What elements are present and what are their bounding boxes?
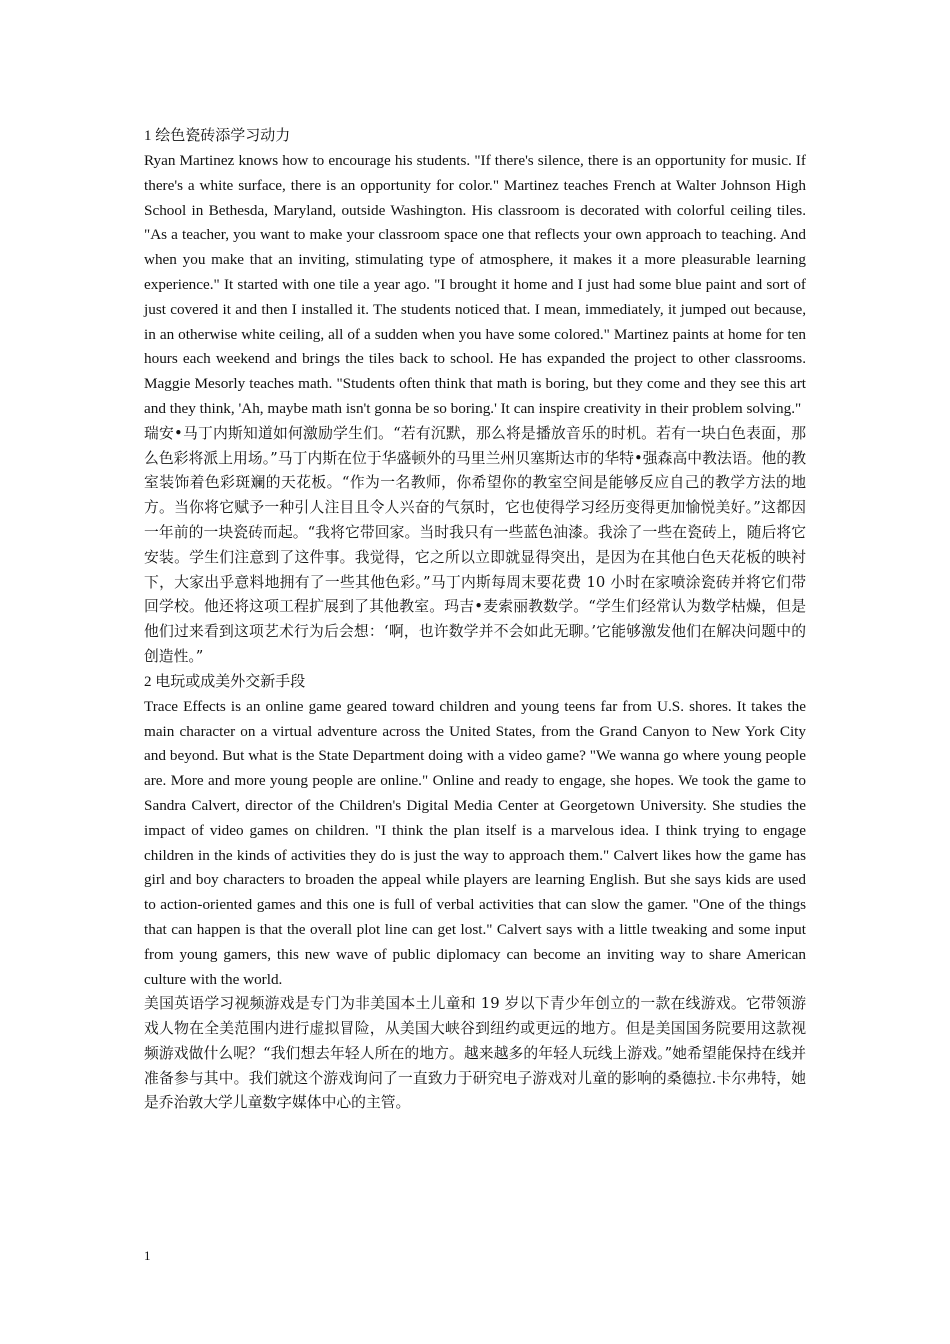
section-2-heading: 2 电玩或成美外交新手段 <box>144 673 306 690</box>
page-number: 1 <box>144 1248 151 1263</box>
section-2-english-paragraph: Trace Effects is an online game geared toward children and young teens far from U.S. shores. It takes the main character on a virtual adventure across the United States, from the Grand Canyon to New York City and beyond. But what is the State Department doing with a video game? "We wanna go where young people are. More and more young people are online." Online and ready to engage, she hopes. We took the game to Sandra Calvert, director of the Children's Digital Media Center at Georgetown University. She studies the impact of video games on children. "I think the plan itself is a marvelous idea. I think trying to engage children in the kinds of activities they do is just the way to approach them." Calvert likes how the game has girl and boy characters to broaden the appeal while players are learning English. But she says kids are used to action-oriented games and this one is full of verbal activities that can slow the gamer. "One of the things that can happen is that the overall plot line can get lost." Calvert says with a little tweaking and some input from young gamers, this new wave of public diplomacy can become an inviting way to share American culture with the world. <box>144 697 806 988</box>
section-2-chinese-paragraph: 美国英语学习视频游戏是专门为非美国本土儿童和 19 岁以下青少年创立的一款在线游戏。它带领游戏人物在全美范围内进行虚拟冒险，从美国大峡谷到纽约或更远的地方。但是美国国务院要用这款视频游戏做什么呢？“我们想去年轻人所在的地方。越来越多的年轻人玩线上游戏。”她希望能保持在线并准备参与其中。我们就这个游戏询问了一直致力于研究电子游戏对儿童的影响的桑德拉.卡尔弗特，她是乔治敦大学儿童数字媒体中心的主管。 <box>144 995 806 1112</box>
section-1-chinese-paragraph: 瑞安•马丁内斯知道如何激励学生们。“若有沉默，那么将是播放音乐的时机。若有一块白色表面，那么色彩将派上用场。”马丁内斯在位于华盛顿外的马里兰州贝塞斯达市的华特•强森高中教法语。他的教室装饰着色彩斑斓的天花板。“作为一名教师，你希望你的教室空间是能够反应自己的教学方法的地方。当你将它赋予一种引人注目且令人兴奋的气氛时，它也使得学习经历变得更加愉悦美好。”这都因一年前的一块瓷砖而起。“我将它带回家。当时我只有一些蓝色油漆。我涂了一些在瓷砖上，随后将它安装。学生们注意到了这件事。我觉得，它之所以立即就显得突出，是因为在其他白色天花板的映衬下，大家出乎意料地拥有了一些其他色彩。”马丁内斯每周末要花费 10 小时在家喷涂瓷砖并将它们带回学校。他还将这项工程扩展到了其他教室。玛吉•麦索丽教数学。“学生们经常认为数学枯燥，但是他们过来看到这项艺术行为后会想：‘啊，也许数学并不会如此无聊。’它能够激发他们在解决问题中的创造性。” <box>144 424 806 665</box>
section-1-heading: 1 绘色瓷砖添学习动力 <box>144 128 291 144</box>
document-body <box>144 124 806 1116</box>
section-1-english-paragraph: Ryan Martinez knows how to encourage his students. "If there's silence, there is an opportunity for music. If there's a white surface, there is an opportunity for color." Martinez teaches French at Walter Johnson High School in Bethesda, Maryland, outside Washington. His classroom is decorated with colorful ceiling tiles. "As a teacher, you want to make your classroom space one that reflects your own approach to teaching. And when you make that an inviting, stimulating type of atmosphere, it makes it a more pleasurable learning experience." It started with one tile a year ago. "I brought it home and I just had some blue paint and sort of just covered it and then I installed it. The students noticed that. I mean, immediately, it jumped out because, in an otherwise white ceiling, all of a sudden when you have some colored." Martinez paints at home for ten hours each weekend and brings the tiles back to school. He has expanded the project to other classrooms. Maggie Mesorly teaches math. "Students often think that math is boring, but they come and they see this art and they think, 'Ah, maybe math isn't gonna be so boring.' It can inspire creativity in their problem solving." <box>144 152 806 417</box>
